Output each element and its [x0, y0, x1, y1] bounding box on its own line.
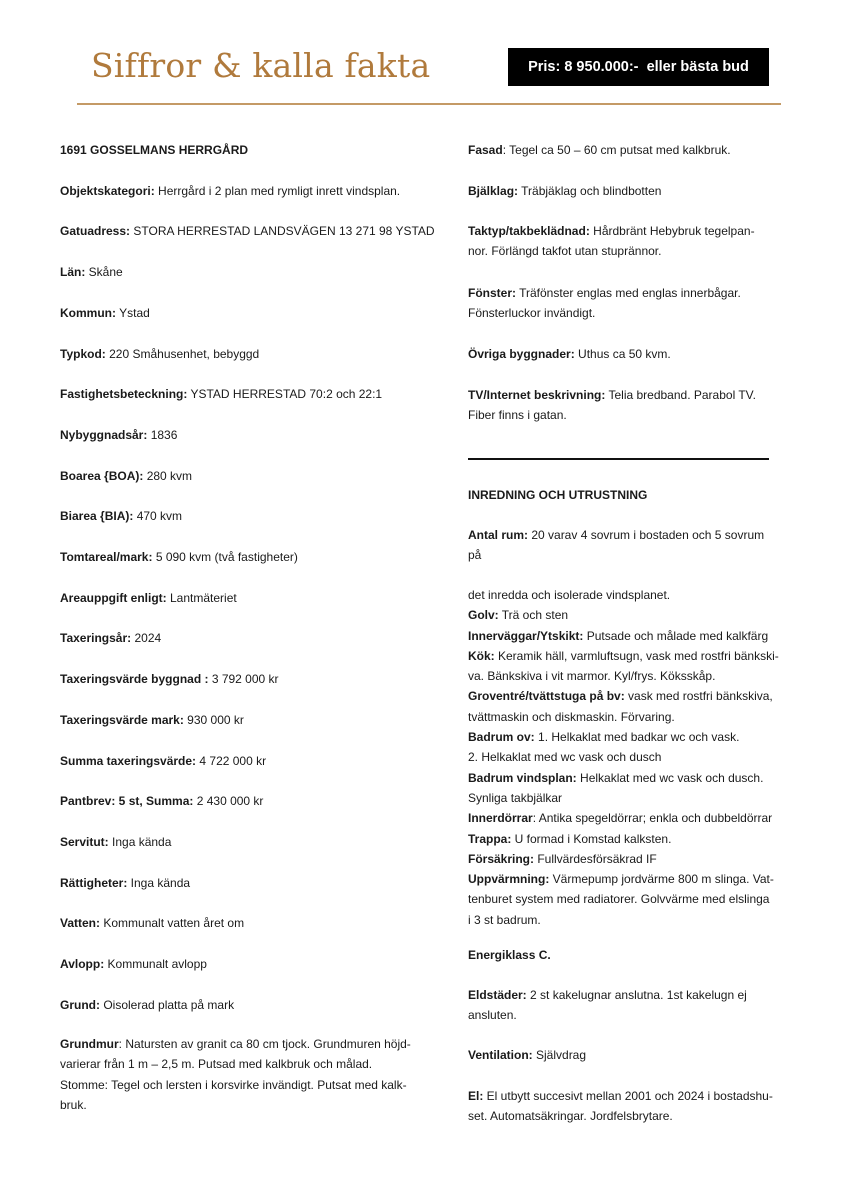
- field-taktyp: [468, 221, 780, 262]
- field-value: 1. Helkaklat med badkar wc och vask.: [534, 730, 740, 745]
- field-value: U formad i Komstad kalksten.: [511, 831, 672, 846]
- field-label: Uppvärmning:: [468, 872, 550, 887]
- field-value-cont: på: [468, 548, 482, 563]
- field-label: Fastighetsbeteckning:: [60, 387, 188, 401]
- field-value: 3 792 000 kr: [208, 672, 279, 686]
- field-bjalklag: [468, 181, 780, 201]
- field-antal-rum: [468, 525, 780, 566]
- field-label: Kommun:: [60, 306, 116, 320]
- field-value: 280 kvm: [143, 469, 193, 483]
- field-label: Innerdörrar: [468, 811, 533, 826]
- field-value: Kommunalt avlopp: [104, 957, 207, 971]
- field-value: Keramik häll, varmluftsugn, vask med rostfri bänkski-: [494, 648, 779, 663]
- field-value-cont: varierar från 1 m – 2,5 m. Putsad med kalkbruk och målad.: [60, 1057, 373, 1072]
- field-value: YSTAD HERRESTAD 70:2 och 22:1: [187, 387, 383, 401]
- field-row: [60, 954, 440, 974]
- field-label: Biarea {BIA):: [60, 509, 134, 523]
- field-value-cont: bruk.: [60, 1097, 87, 1112]
- field-el: [468, 1086, 780, 1127]
- header-divider: [77, 103, 781, 105]
- field-row: [60, 466, 440, 486]
- field-label: Avlopp:: [60, 957, 105, 971]
- field-label: Boarea {BOA):: [60, 469, 144, 483]
- field-value-cont: nor. Förlängd takfot utan stuprännor.: [468, 244, 662, 259]
- field-value-cont: set. Automatsäkringar. Jordfelsbrytare.: [468, 1109, 673, 1124]
- equipment-list: [468, 585, 780, 930]
- field-value-cont: Stomme: Tegel och lersten i korsvirke invändigt. Putsat med kalk-: [60, 1077, 407, 1092]
- field-row: [60, 221, 440, 241]
- field-label: Rättigheter:: [60, 876, 128, 890]
- field-label: Bjälklag:: [468, 184, 519, 198]
- field-label: Innerväggar/Ytskikt:: [468, 628, 584, 643]
- property-heading: 1691 GOSSELMANS HERRGÅRD: [60, 143, 249, 157]
- field-value-cont: det inredda och isolerade vindsplanet.: [468, 588, 671, 602]
- field-value: Ystad: [116, 306, 150, 320]
- field-label: Ventilation:: [468, 1048, 533, 1062]
- field-row: [60, 832, 440, 852]
- section-heading: INREDNING OCH UTRUSTNING: [468, 488, 648, 502]
- field-label: TV/Internet beskrivning:: [468, 388, 606, 402]
- field-label: Objektskategori:: [60, 184, 155, 198]
- field-label: Summa taxeringsvärde:: [60, 754, 197, 768]
- field-fonster: [468, 283, 780, 324]
- field-label: Taxeringsvärde mark:: [60, 713, 184, 727]
- field-golv: [468, 605, 780, 625]
- field-label: Antal rum:: [468, 528, 528, 542]
- page-title: Siffror & kalla fakta: [91, 46, 431, 85]
- field-ovriga-byggnader: [468, 344, 780, 364]
- field-value-cont: va. Bänkskiva i vit marmor. Kyl/frys. Köksskåp.: [468, 669, 716, 684]
- field-value-cont: ansluten.: [468, 1008, 517, 1023]
- field-trappa: [468, 829, 780, 849]
- field-value: Värmepump jordvärme 800 m slinga. Vat-: [549, 872, 774, 887]
- field-label: Län:: [60, 265, 86, 279]
- field-fasad: [468, 140, 780, 160]
- field-value: Inga kända: [108, 835, 172, 849]
- field-label: Taktyp/takbeklädnad:: [468, 224, 590, 238]
- field-value: Inga kända: [127, 876, 191, 890]
- field-row: [60, 710, 440, 730]
- field-row: [60, 425, 440, 445]
- field-value-cont: Fönsterluckor invändigt.: [468, 306, 596, 321]
- field-label: Taxeringsvärde byggnad :: [60, 672, 209, 686]
- field-label: Typkod:: [60, 347, 106, 361]
- field-row: [60, 181, 440, 201]
- field-value: 2 st kakelugnar anslutna. 1st kakelugn ej: [526, 988, 747, 1002]
- field-value: : Tegel ca 50 – 60 cm putsat med kalkbruk.: [502, 143, 731, 157]
- field-label: Kök:: [468, 648, 495, 663]
- section-divider: [468, 458, 769, 460]
- field-value: Fullvärdesförsäkrad IF: [534, 851, 657, 866]
- field-value: 4 722 000 kr: [196, 754, 267, 768]
- field-label: Taxeringsår:: [60, 631, 132, 645]
- field-label: Grundmur: [60, 1037, 119, 1051]
- field-value: Trä och sten: [498, 608, 569, 623]
- field-row: [60, 506, 440, 526]
- field-label: Nybyggnadsår:: [60, 428, 148, 442]
- field-row: [60, 995, 440, 1015]
- field-badrum-vindsplan: [468, 768, 780, 788]
- field-row: [60, 873, 440, 893]
- field-row: [60, 384, 440, 404]
- field-value: Oisolerad platta på mark: [100, 998, 235, 1012]
- field-value-cont: tvättmaskin och diskmaskin. Förvaring.: [468, 709, 675, 724]
- field-value: Telia bredband. Parabol TV.: [605, 388, 756, 402]
- field-groventre: [468, 686, 780, 706]
- field-row: [60, 588, 440, 608]
- field-label: Trappa:: [468, 831, 512, 846]
- field-label: Golv:: [468, 608, 499, 623]
- field-label: Försäkring:: [468, 851, 535, 866]
- field-value: 5 090 kvm (två fastigheter): [152, 550, 298, 564]
- field-tv-internet: [468, 385, 780, 426]
- field-value: Herrgård i 2 plan med rymligt inrett vindsplan.: [154, 184, 401, 198]
- field-value-cont: 2. Helkaklat med wc vask och dusch: [468, 750, 662, 765]
- field-label: Fasad: [468, 143, 503, 157]
- field-label: Gatuadress:: [60, 224, 131, 238]
- field-row: [60, 913, 440, 933]
- field-value: El utbytt succesivt mellan 2001 och 2024 i bostadshu-: [483, 1089, 773, 1103]
- field-value-cont: i 3 st badrum.: [468, 912, 541, 927]
- field-label: Areauppgift enligt:: [60, 591, 167, 605]
- field-grundmur: [60, 1034, 440, 1115]
- field-label: Tomtareal/mark:: [60, 550, 153, 564]
- field-value-cont: tenburet system med radiatorer. Golvvärme med elslinga: [468, 892, 770, 907]
- field-kok: [468, 646, 780, 666]
- field-value: 220 Småhusenhet, bebyggd: [105, 347, 260, 361]
- field-row: [60, 344, 440, 364]
- field-value: 20 varav 4 sovrum i bostaden och 5 sovrum: [528, 528, 765, 542]
- field-label: Fönster:: [468, 286, 516, 300]
- field-uppvarmning: [468, 869, 780, 889]
- field-value: Hårdbränt Hebybruk tegelpan-: [589, 224, 755, 238]
- field-badrum-ov: [468, 727, 780, 747]
- field-row: [60, 669, 440, 689]
- field-label: Eldstäder:: [468, 988, 527, 1002]
- field-label: Vatten:: [60, 916, 101, 930]
- field-value: Träbjäklag och blindbotten: [518, 184, 662, 198]
- field-value: Skåne: [85, 265, 123, 279]
- field-row: [60, 628, 440, 648]
- field-value: STORA HERRESTAD LANDSVÄGEN 13 271 98 YSTAD: [130, 224, 435, 238]
- field-label: Badrum vindsplan:: [468, 770, 577, 785]
- field-value: 470 kvm: [133, 509, 183, 523]
- field-value: Uthus ca 50 kvm.: [574, 347, 671, 361]
- price-badge: Pris: 8 950.000:- eller bästa bud: [508, 48, 769, 86]
- field-innerdorrar: [468, 808, 780, 828]
- field-row: [60, 547, 440, 567]
- field-value: Putsade och målade med kalkfärg: [583, 628, 769, 643]
- field-value: Helkaklat med wc vask och dusch.: [576, 770, 764, 785]
- field-value: 2 430 000 kr: [193, 794, 264, 808]
- energy-class: Energiklass C.: [468, 948, 551, 962]
- field-label: El:: [468, 1089, 484, 1103]
- field-value: Kommunalt vatten året om: [100, 916, 245, 930]
- field-value: 2024: [131, 631, 162, 645]
- field-value: : Natursten av granit ca 80 cm tjock. Grundmuren höjd-: [118, 1037, 411, 1051]
- field-row: [60, 262, 440, 282]
- field-value-cont: Fiber finns i gatan.: [468, 408, 567, 423]
- field-label: Groventré/tvättstuga på bv:: [468, 689, 625, 704]
- field-row: [60, 791, 440, 811]
- field-ventilation: [468, 1045, 780, 1065]
- field-forsakring: [468, 849, 780, 869]
- field-value: vask med rostfri bänkskiva,: [624, 689, 773, 704]
- field-label: Pantbrev: 5 st, Summa:: [60, 794, 194, 808]
- field-value: Lantmäteriet: [166, 591, 237, 605]
- field-label: Grund:: [60, 998, 100, 1012]
- field-value-cont: Synliga takbjälkar: [468, 790, 563, 805]
- field-value: : Antika spegeldörrar; enkla och dubbeldörrar: [532, 811, 773, 826]
- field-label: Övriga byggnader:: [468, 347, 575, 361]
- field-label: Badrum ov:: [468, 730, 535, 745]
- field-row: [60, 303, 440, 323]
- field-value: 1836: [147, 428, 178, 442]
- field-value: Självdrag: [532, 1048, 587, 1062]
- field-row: [60, 751, 440, 771]
- field-value: Träfönster englas med englas innerbågar.: [516, 286, 741, 300]
- field-eldstader: [468, 985, 780, 1026]
- field-value: 930 000 kr: [183, 713, 244, 727]
- field-innervaggar: [468, 626, 780, 646]
- field-label: Servitut:: [60, 835, 109, 849]
